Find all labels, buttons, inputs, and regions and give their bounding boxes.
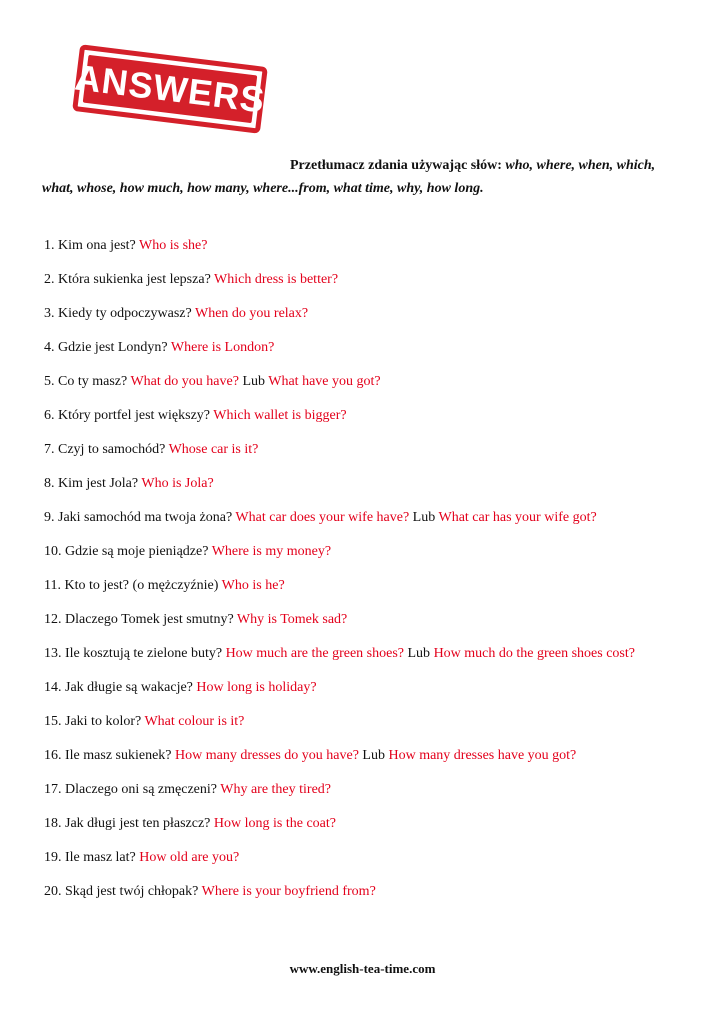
list-item [44,848,704,882]
list-item [44,406,704,440]
item-alt-answer: What have you got? [268,374,381,389]
item-polish: 11. Kto to jest? (o mężczyźnie) [44,578,219,593]
item-alt-joiner: Lub [362,748,385,763]
item-polish: 2. Która sukienka jest lepsza? [44,272,211,287]
item-answer: Who is Jola? [141,476,214,491]
item-alt-answer: How many dresses have you got? [388,748,577,763]
list-item [44,780,704,814]
item-polish: 18. Jak długi jest ten płaszcz? [44,816,211,831]
item-answer: Who is he? [221,578,285,593]
list-item [44,746,704,780]
item-answer: How long is the coat? [213,816,336,831]
list-item [44,678,704,712]
item-polish: 9. Jaki samochód ma twoja żona? [44,510,233,525]
answers-stamp-graphic [72,44,269,135]
item-polish: 17. Dlaczego oni są zmęczeni? [44,782,217,797]
item-answer: How much are the green shoes? [225,646,404,661]
list-item [44,440,704,474]
item-answer: Why are they tired? [220,782,332,797]
item-answer: Which dress is better? [214,272,339,287]
list-item [44,474,704,508]
list-item [44,304,704,338]
item-polish: 20. Skąd jest twój chłopak? [44,884,199,899]
item-polish: 1. Kim ona jest? [44,238,136,253]
item-alt-answer: How much do the green shoes cost? [433,646,635,661]
item-polish: 6. Który portfel jest większy? [44,408,211,423]
list-item [44,270,704,304]
list-item [44,882,704,916]
instruction [42,154,687,200]
list-item [44,814,704,848]
list-item [44,338,704,372]
footer-url: www.english-tea-time.com [289,961,436,976]
item-alt-joiner: Lub [412,510,436,525]
answers-stamp [72,44,269,135]
item-polish: 5. Co ty masz? [44,374,128,389]
item-answer: What colour is it? [144,714,245,729]
item-polish: 8. Kim jest Jola? [44,476,139,491]
item-polish: 19. Ile masz lat? [44,850,136,865]
item-polish: 13. Ile kosztują te zielone buty? [44,646,223,661]
item-alt-joiner: Lub [407,646,431,661]
list-item [44,712,704,746]
item-answer: Whose car is it? [168,442,259,457]
list-item [44,610,704,644]
item-answer: How long is holiday? [196,680,317,695]
instruction-words: who, where, when, which, what, whose, how much, how many, where...from, what time, why, how long. [42,158,656,196]
item-answer: What do you have? [130,374,239,389]
answer-list [44,236,704,916]
item-answer: What car does your wife have? [235,510,410,525]
item-polish: 4. Gdzie jest Londyn? [44,340,168,355]
item-answer: Why is Tomek sad? [236,612,348,627]
item-alt-joiner: Lub [242,374,265,389]
list-item [44,508,704,542]
instruction-lead: Przetłumacz zdania używając słów: [290,158,502,173]
item-alt-answer: What car has your wife got? [438,510,597,525]
item-answer: Where is London? [170,340,275,355]
item-answer: Where is your boyfriend from? [201,884,376,899]
item-answer: Which wallet is bigger? [213,408,347,423]
list-item [44,372,704,406]
item-polish: 15. Jaki to kolor? [44,714,142,729]
item-answer: When do you relax? [194,306,309,321]
item-polish: 7. Czyj to samochód? [44,442,166,457]
item-polish: 10. Gdzie są moje pieniądze? [44,544,209,559]
list-item [44,542,704,576]
item-polish: 16. Ile masz sukienek? [44,748,172,763]
item-polish: 3. Kiedy ty odpoczywasz? [44,306,192,321]
item-answer: How old are you? [139,850,240,865]
item-answer: Where is my money? [211,544,332,559]
list-item [44,576,704,610]
item-answer: Who is she? [139,238,208,253]
list-item [44,644,704,678]
list-item [44,236,704,270]
item-polish: 14. Jak długie są wakacje? [44,680,193,695]
item-polish: 12. Dlaczego Tomek jest smutny? [44,612,234,627]
answers-stamp-text: ANSWERS [72,56,268,121]
item-answer: How many dresses do you have? [175,748,359,763]
